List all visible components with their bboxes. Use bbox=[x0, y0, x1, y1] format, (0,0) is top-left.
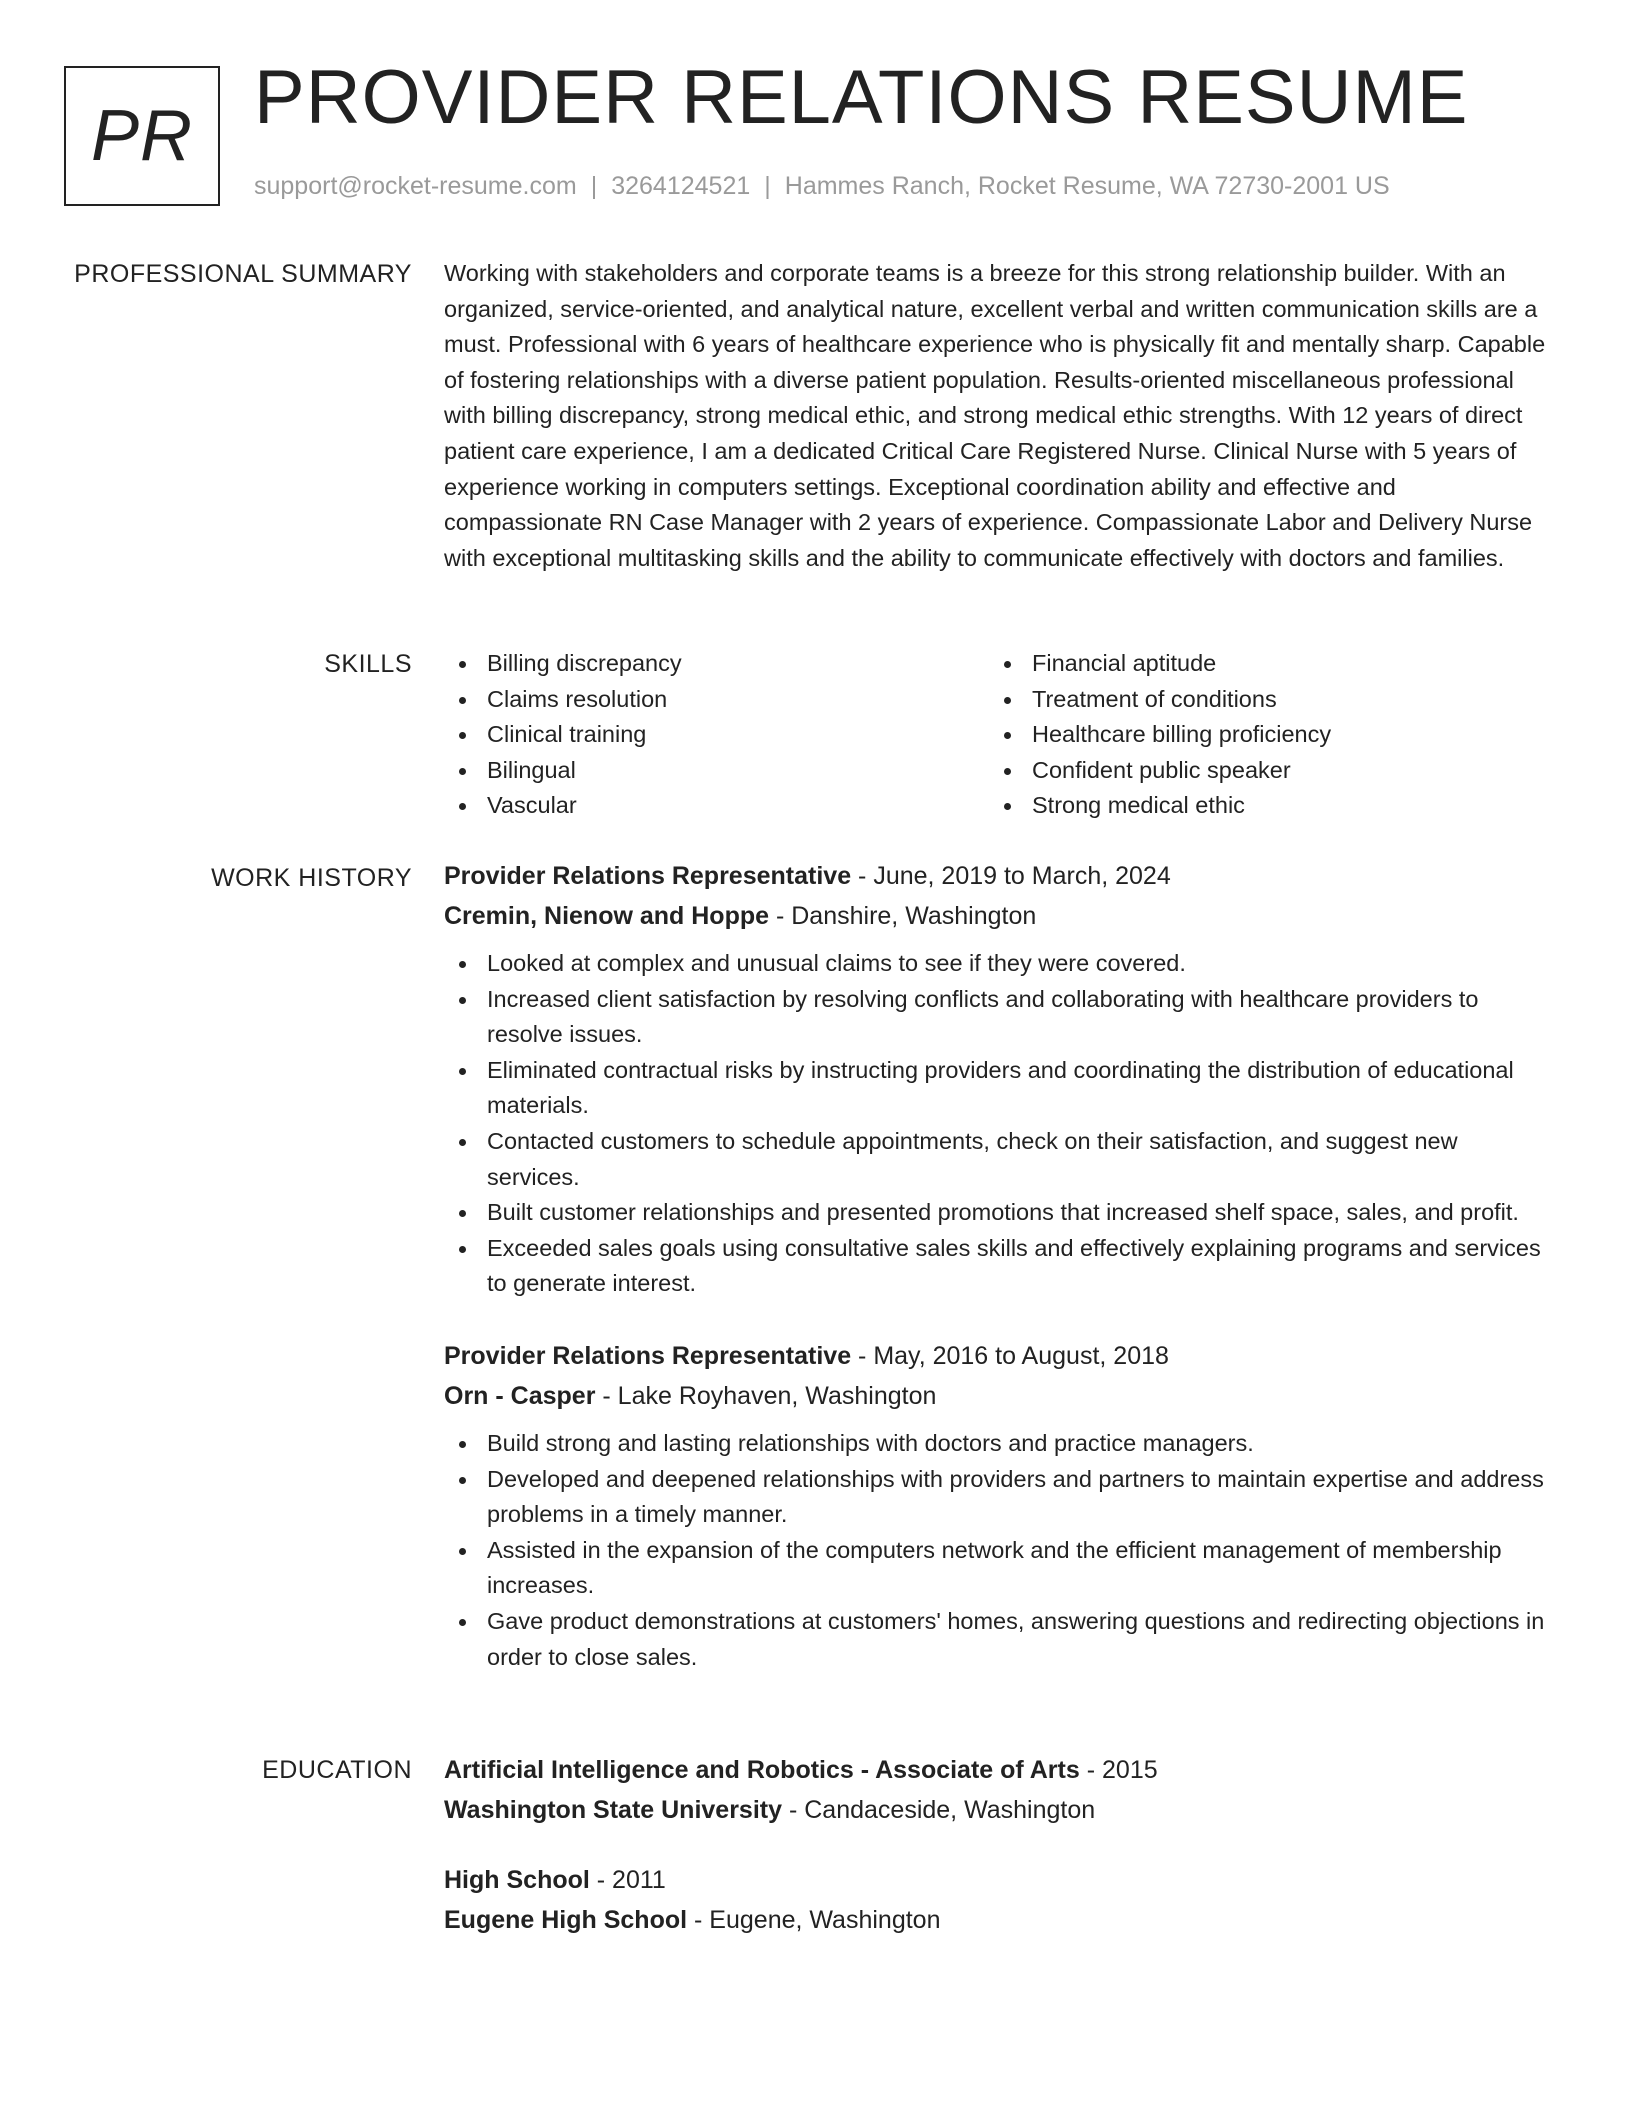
education-location: - Eugene, Washington bbox=[694, 1906, 941, 1934]
skill-item: Vascular bbox=[444, 788, 989, 824]
education-school-line bbox=[444, 1900, 1554, 1940]
job-bullet: Eliminated contractual risks by instructing providers and coordinating the distribution of educational materials. bbox=[444, 1053, 1554, 1124]
job-company: Orn - Casper bbox=[444, 1381, 596, 1410]
section-label-education: EDUCATION bbox=[262, 1756, 412, 1784]
education-entry bbox=[444, 1860, 1554, 1940]
job-company-line bbox=[444, 896, 1554, 936]
section-label-work-history: WORK HISTORY bbox=[211, 864, 412, 892]
monogram-logo bbox=[64, 66, 220, 206]
skill-item: Billing discrepancy bbox=[444, 646, 989, 682]
contact-line bbox=[254, 172, 1390, 201]
job-bullet: Built customer relationships and presented promotions that increased shelf space, sales, and profit. bbox=[444, 1195, 1554, 1231]
education-degree: High School bbox=[444, 1866, 590, 1894]
contact-separator: | bbox=[764, 172, 771, 200]
contact-separator: | bbox=[590, 172, 598, 200]
skill-item: Confident public speaker bbox=[989, 753, 1534, 789]
job-bullet: Contacted customers to schedule appointments, check on their satisfaction, and suggest new services. bbox=[444, 1124, 1554, 1195]
job-bullet: Build strong and lasting relationships with doctors and practice managers. bbox=[444, 1426, 1554, 1462]
education-location: - Candaceside, Washington bbox=[788, 1796, 1096, 1824]
job-dates: - May, 2016 to August, 2018 bbox=[858, 1341, 1169, 1370]
job-location: - Lake Royhaven, Washington bbox=[602, 1381, 937, 1410]
education-school: Washington State University bbox=[444, 1796, 783, 1824]
education-degree: Artificial Intelligence and Robotics - Associate of Arts bbox=[444, 1756, 1080, 1784]
job-bullet: Looked at complex and unusual claims to see if they were covered. bbox=[444, 946, 1554, 982]
job-company-line bbox=[444, 1376, 1554, 1416]
job-bullet: Increased client satisfaction by resolving conflicts and collaborating with healthcare providers to resolve issues. bbox=[444, 982, 1554, 1053]
education-year: - 2011 bbox=[596, 1866, 666, 1894]
education-degree-line bbox=[444, 1860, 1554, 1900]
education-degree-line bbox=[444, 1750, 1554, 1790]
monogram-text: PR bbox=[90, 96, 194, 176]
skill-item: Financial aptitude bbox=[989, 646, 1534, 682]
job-entry bbox=[444, 856, 1554, 1302]
job-bullet: Assisted in the expansion of the computers network and the efficient management of membership increases. bbox=[444, 1533, 1554, 1604]
job-entry bbox=[444, 1336, 1554, 1675]
skills-column-right bbox=[989, 646, 1534, 824]
job-bullet-list bbox=[444, 946, 1554, 1302]
skill-item: Bilingual bbox=[444, 753, 989, 789]
contact-email[interactable]: support@rocket-resume.com bbox=[254, 172, 577, 200]
resume-title: PROVIDER RELATIONS RESUME bbox=[254, 55, 1469, 140]
education-entry bbox=[444, 1750, 1554, 1830]
job-location: - Danshire, Washington bbox=[775, 902, 1037, 930]
job-bullet: Exceeded sales goals using consultative sales skills and effectively explaining programs and services to generate interest. bbox=[444, 1231, 1554, 1302]
contact-address: Hammes Ranch, Rocket Resume, WA 72730-2001 US bbox=[784, 172, 1390, 200]
job-title-line bbox=[444, 1336, 1554, 1376]
skills-body bbox=[444, 646, 1554, 824]
section-label-summary: PROFESSIONAL SUMMARY bbox=[74, 260, 412, 288]
education-body bbox=[444, 1750, 1554, 1970]
job-company: Cremin, Nienow and Hoppe bbox=[444, 902, 770, 930]
job-bullet: Developed and deepened relationships with providers and partners to maintain expertise and address problems in a timely manner. bbox=[444, 1462, 1554, 1533]
skill-item: Strong medical ethic bbox=[989, 788, 1534, 824]
summary-text: Working with stakeholders and corporate teams is a breeze for this strong relationship builder. With an organized, service-oriented, and analytical nature, excellent verbal and written communication skills are a must. Professional with 6 years of healthcare experience who is physically fit and mentally sharp. Capable of fostering relationships with a diverse patient population. Results-oriented miscellaneous professional with billing discrepancy, strong medical ethic, and strong medical ethic strengths. With 12 years of direct patient care experience, I am a dedicated Critical Care Registered Nurse. Clinical Nurse with 5 years of experience working in computers settings. Exceptional coordination ability and effective and compassionate RN Case Manager with 2 years of experience. Compassionate Labor and Delivery Nurse with exceptional multitasking skills and the ability to communicate effectively with doctors and families. bbox=[444, 260, 1546, 571]
education-year: - 2015 bbox=[1086, 1756, 1158, 1784]
job-title-line bbox=[444, 856, 1554, 896]
education-school: Eugene High School bbox=[444, 1906, 688, 1934]
section-label-skills: SKILLS bbox=[324, 650, 412, 678]
skill-item: Claims resolution bbox=[444, 682, 989, 718]
skill-item: Healthcare billing proficiency bbox=[989, 717, 1534, 753]
work-history-body bbox=[444, 856, 1554, 1709]
contact-phone[interactable]: 3264124521 bbox=[611, 172, 751, 200]
skills-column-left bbox=[444, 646, 989, 824]
skill-item: Treatment of conditions bbox=[989, 682, 1534, 718]
job-bullet: Gave product demonstrations at customers' homes, answering questions and redirecting objections in order to close sales. bbox=[444, 1604, 1554, 1675]
job-bullet-list bbox=[444, 1426, 1554, 1675]
job-title: Provider Relations Representative bbox=[444, 1341, 852, 1370]
education-school-line bbox=[444, 1790, 1554, 1830]
skill-item: Clinical training bbox=[444, 717, 989, 753]
job-title: Provider Relations Representative bbox=[444, 862, 852, 890]
summary-body bbox=[444, 256, 1554, 576]
job-dates: - June, 2019 to March, 2024 bbox=[858, 862, 1171, 890]
